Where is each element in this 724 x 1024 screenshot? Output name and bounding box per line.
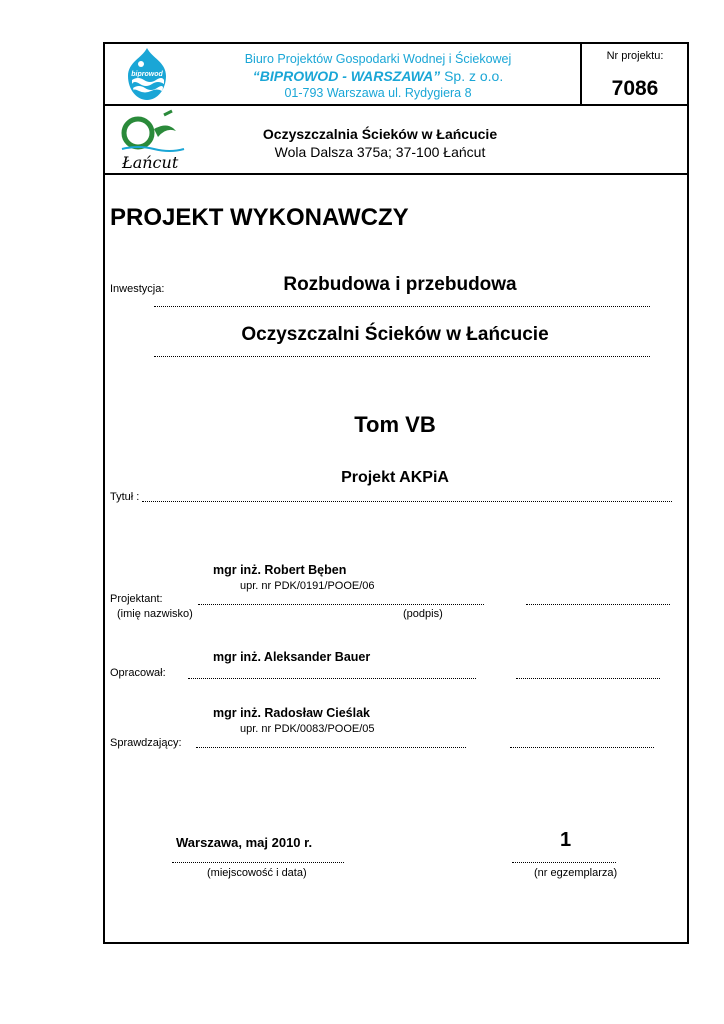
- copy-number: 1: [560, 829, 572, 851]
- designer-label: Projektant:: [110, 593, 163, 605]
- company-line1: Biuro Projektów Gospodarki Wodnej i Ściekowej: [244, 52, 512, 66]
- client-logo: [118, 109, 188, 173]
- volume-title: Tom VB: [354, 412, 436, 437]
- investment-label: Inwestycja:: [110, 283, 165, 295]
- checker-name-dots: [196, 747, 466, 748]
- biprowod-logo: [118, 46, 176, 104]
- company-name-line: [178, 68, 578, 84]
- client-logo-city: Łańcut: [122, 153, 179, 172]
- checker-label: Sprawdzający:: [110, 737, 182, 749]
- author-name-dots: [188, 678, 476, 679]
- title-label: Tytuł :: [110, 491, 140, 503]
- designer-license: upr. nr PDK/0191/POOE/06: [240, 580, 375, 592]
- designer-name: mgr inż. Robert Bęben: [213, 563, 347, 577]
- place-date: Warszawa, maj 2010 r.: [176, 835, 313, 850]
- place-date-caption: (miejscowość i data): [207, 867, 307, 879]
- investment-line1-dots: [154, 306, 650, 307]
- designer-name-dots: [198, 604, 484, 605]
- header-divider: [103, 104, 689, 106]
- checker-license: upr. nr PDK/0083/POOE/05: [240, 723, 375, 735]
- client-divider: [103, 173, 689, 175]
- name-caption: (imię nazwisko): [117, 608, 193, 620]
- document-title: Projekt AKPiA: [341, 469, 449, 486]
- author-label: Opracował:: [110, 667, 166, 679]
- author-signature-dots: [516, 678, 660, 679]
- checker-name: mgr inż. Radosław Cieślak: [213, 706, 370, 720]
- investment-line1: Rozbudowa i przebudowa: [283, 274, 517, 295]
- company-name: “BIPROWOD - WARSZAWA”: [252, 68, 441, 84]
- title-dots: [142, 501, 672, 502]
- biprowod-logo-text: biprowod: [131, 71, 163, 78]
- project-number: 7086: [611, 77, 659, 100]
- copy-number-dots: [512, 862, 616, 863]
- designer-signature-dots: [526, 604, 670, 605]
- document-type-title: PROJEKT WYKONAWCZY: [110, 204, 409, 231]
- copy-number-caption: (nr egzemplarza): [534, 867, 618, 879]
- investment-line2: Oczyszczalni Ścieków w Łańcucie: [241, 324, 549, 345]
- company-suffix: Sp. z o.o.: [444, 68, 504, 84]
- investment-line2-dots: [154, 356, 650, 357]
- place-date-dots: [172, 862, 344, 863]
- project-number-label: Nr projektu:: [606, 50, 664, 62]
- title-page-frame: [103, 42, 689, 944]
- checker-signature-dots: [510, 747, 654, 748]
- client-name: Oczyszczalnia Ścieków w Łańcucie: [262, 126, 498, 142]
- company-address: 01-793 Warszawa ul. Rydygiera 8: [284, 86, 472, 100]
- signature-caption: (podpis): [403, 608, 443, 620]
- author-name: mgr inż. Aleksander Bauer: [213, 650, 371, 664]
- client-address: Wola Dalsza 375a; 37-100 Łańcut: [274, 144, 486, 160]
